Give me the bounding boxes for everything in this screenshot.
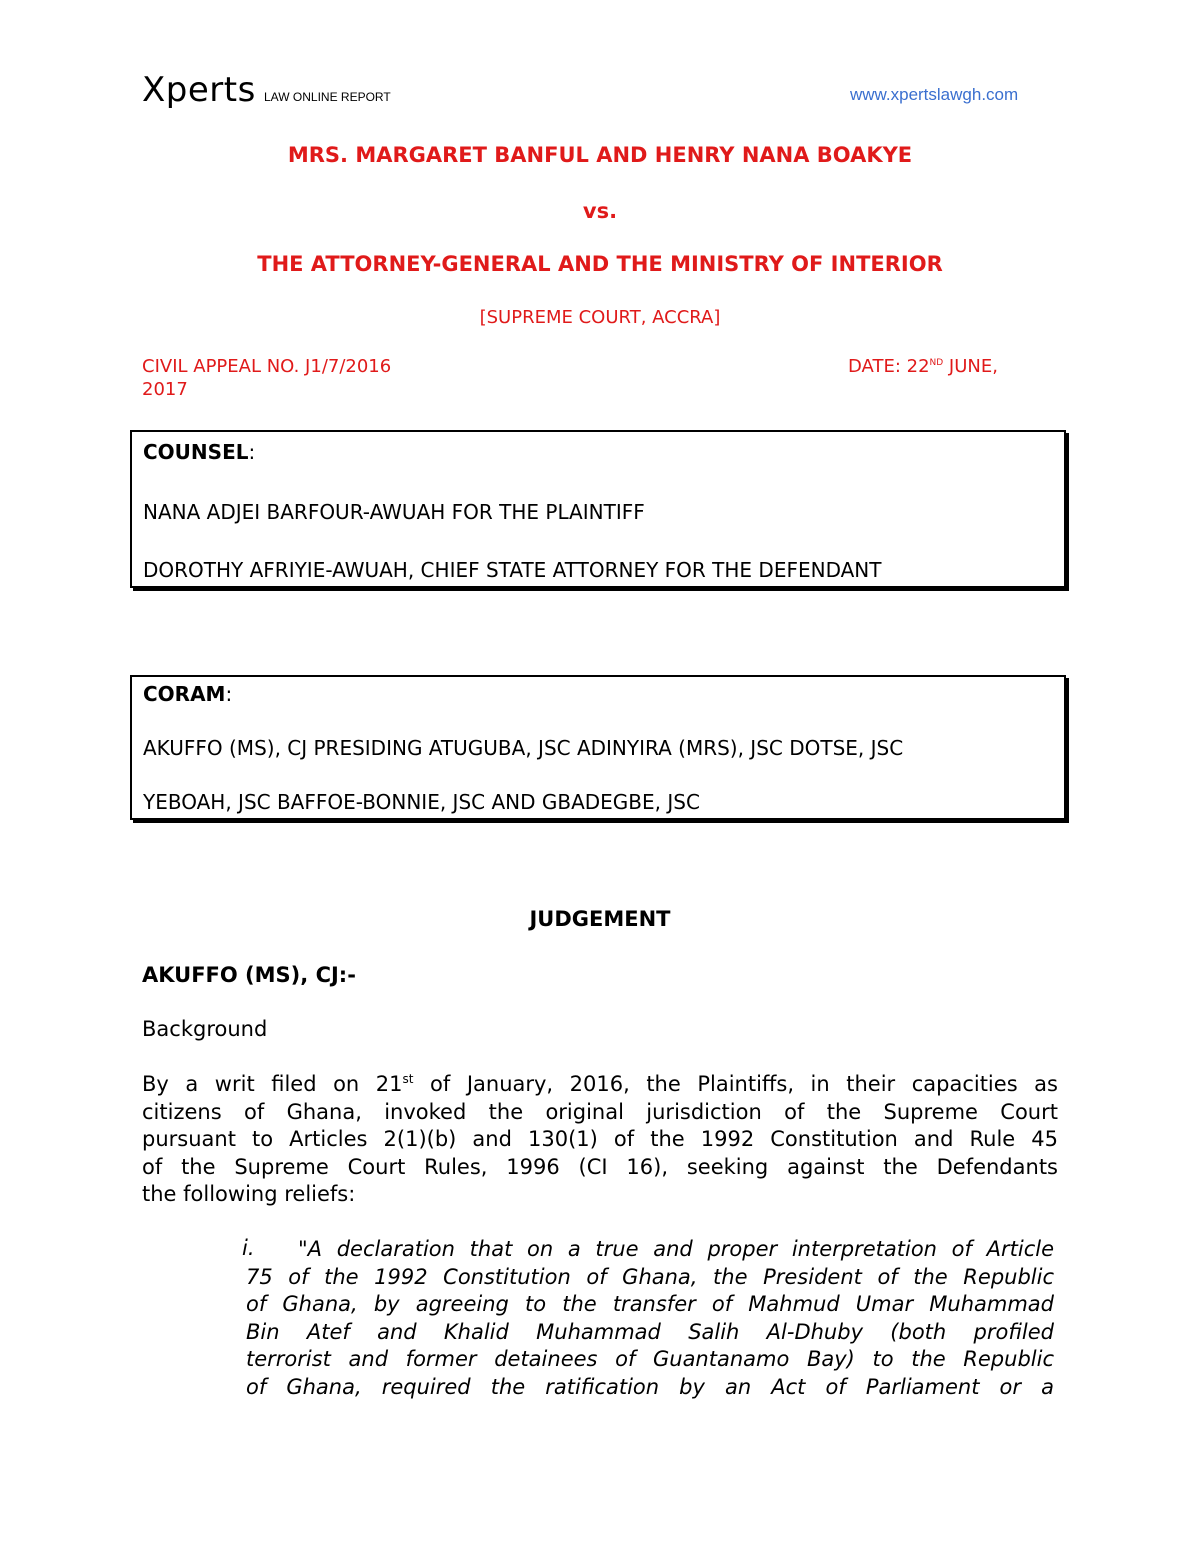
brand-logo-text: Xperts — [142, 70, 256, 110]
relief-quote — [246, 1236, 1054, 1402]
relief-marker: i. — [242, 1236, 255, 1260]
coram-box — [130, 675, 1066, 820]
court-name: [SUPREME COURT, ACCRA] — [479, 307, 721, 328]
coram-judges-line1: AKUFFO (MS), CJ PRESIDING ATUGUBA, JSC ADINYIRA (MRS), JSC DOTSE, JSC — [143, 736, 904, 760]
section-heading: Background — [142, 1017, 268, 1041]
para-text: By a writ filed on 21 — [142, 1072, 403, 1096]
counsel-heading — [143, 440, 255, 464]
judge-name: AKUFFO (MS), CJ:- — [142, 963, 356, 987]
counsel-defendant: DOROTHY AFRIYIE-AWUAH, CHIEF STATE ATTORNEY FOR THE DEFENDANT — [143, 558, 882, 582]
case-plaintiffs: MRS. MARGARET BANFUL AND HENRY NANA BOAKYE — [287, 143, 913, 167]
date-prefix: DATE: 22 — [848, 356, 930, 377]
para-line — [142, 1071, 1058, 1099]
case-versus: vs. — [582, 199, 618, 223]
para-ordinal: st — [402, 1072, 414, 1086]
quote-line: of Ghana, by agreeing to the transfer of Mahmud Umar Muhammad — [246, 1292, 1054, 1317]
brand-subtitle: LAW ONLINE REPORT — [264, 90, 391, 104]
quote-line: Bin Atef and Khalid Muhammad Salih Al-Dhuby (both profiled — [246, 1319, 1054, 1344]
appeal-year: 2017 — [142, 379, 188, 400]
para-line: the following reliefs: — [142, 1182, 356, 1206]
background-paragraph — [142, 1071, 1058, 1209]
para-line: of the Supreme Court Rules, 1996 (CI 16), seeking against the Defendants — [142, 1154, 1058, 1179]
coram-heading — [143, 682, 232, 706]
counsel-box — [130, 430, 1066, 588]
coram-heading-label: CORAM — [143, 682, 226, 706]
date-ordinal: ND — [929, 358, 944, 368]
coram-judges-line2: YEBOAH, JSC BAFFOE-BONNIE, JSC AND GBADEGBE, JSC — [143, 790, 700, 814]
quote-line: "A declaration that on a true and proper interpretation of Article — [298, 1237, 1054, 1261]
website-link[interactable]: www.xpertslawgh.com — [850, 85, 1019, 104]
counsel-plaintiff: NANA ADJEI BARFOUR-AWUAH FOR THE PLAINTIFF — [143, 500, 645, 524]
para-line: pursuant to Articles 2(1)(b) and 130(1) of the 1992 Constitution and Rule 45 — [142, 1127, 1058, 1151]
quote-line: of Ghana, required the ratification by an Act of Parliament or a — [246, 1374, 1054, 1399]
counsel-heading-colon: : — [248, 440, 256, 464]
para-text: of January, 2016, the Plaintiffs, in their capacities as — [413, 1072, 1058, 1096]
para-line: citizens of Ghana, invoked the original jurisdiction of the Supreme Court — [142, 1099, 1058, 1124]
case-defendants: THE ATTORNEY-GENERAL AND THE MINISTRY OF INTERIOR — [257, 252, 943, 276]
judgement-date — [848, 356, 998, 377]
quote-line: terrorist and former detainees of Guantanamo Bay) to the Republic — [246, 1347, 1054, 1372]
date-suffix: JUNE, — [943, 356, 998, 377]
quote-line: 75 of the 1992 Constitution of Ghana, the President of the Republic — [246, 1264, 1054, 1289]
appeal-number: CIVIL APPEAL NO. J1/7/2016 — [142, 356, 392, 377]
coram-heading-colon: : — [225, 682, 233, 706]
judgement-title: JUDGEMENT — [529, 907, 671, 931]
counsel-heading-label: COUNSEL — [143, 440, 249, 464]
